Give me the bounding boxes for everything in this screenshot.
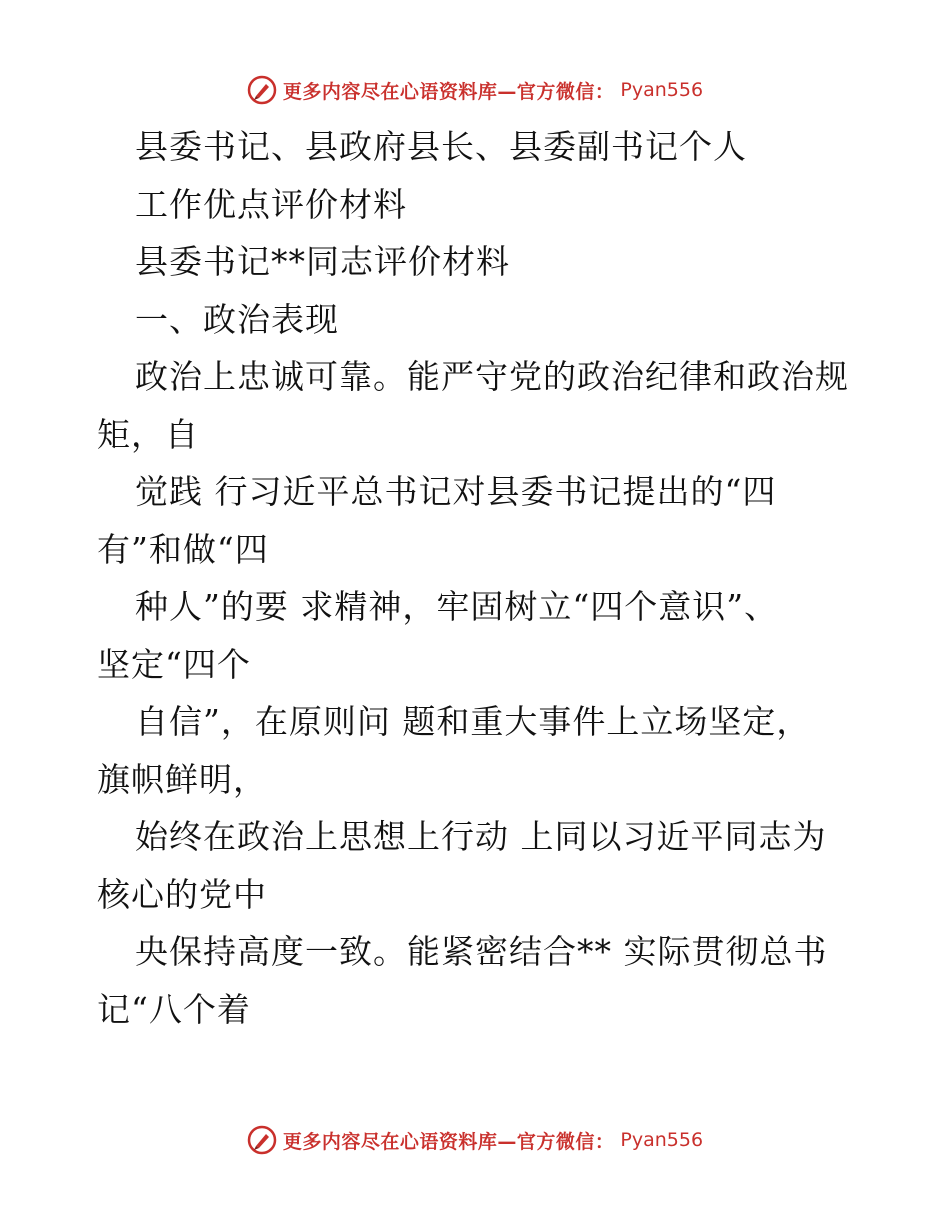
- banner-wechat-id: Pyan556: [620, 1129, 704, 1151]
- body-line: 记“八个着: [97, 989, 251, 1029]
- title-line-2: 工作优点评价材料: [135, 184, 407, 224]
- document-body: [97, 118, 867, 1038]
- body-line: 觉践 行习近平总书记对县委书记提出的“四: [135, 472, 777, 511]
- banner-text: 更多内容尽在心语资料库—官方微信：: [282, 1130, 615, 1153]
- body-line: 有”和做“四: [97, 529, 269, 569]
- body-line: 矩，自: [97, 414, 199, 454]
- body-line: 种人”的要 求精神，牢固树立“四个意识”、: [135, 587, 779, 626]
- body-line: 自信”，在原则问 题和重大事件上立场坚定，: [135, 702, 811, 741]
- pen-nib-icon: [247, 75, 277, 105]
- pen-nib-icon: [247, 1125, 277, 1155]
- subtitle-line: 县委书记**同志评价材料: [135, 242, 510, 281]
- banner-text: 更多内容尽在心语资料库—官方微信：: [282, 80, 615, 103]
- title-line-1: 县委书记、县政府县长、县委副书记个人: [135, 127, 747, 166]
- body-line: 核心的党中: [97, 874, 267, 914]
- header-watermark-banner: [0, 70, 950, 110]
- body-line: 始终在政治上思想上行动 上同以习近平同志为: [135, 817, 827, 856]
- body-line: 旗帜鲜明，: [97, 759, 267, 799]
- banner-wechat-id: Pyan556: [620, 79, 704, 101]
- body-line: 央保持高度一致。能紧密结合** 实际贯彻总书: [135, 932, 828, 971]
- body-line: 坚定“四个: [97, 644, 251, 684]
- footer-watermark-banner: [0, 1120, 950, 1160]
- section-heading: 一、政治表现: [135, 299, 339, 339]
- body-line: 政治上忠诚可靠。能严守党的政治纪律和政治规: [135, 357, 849, 396]
